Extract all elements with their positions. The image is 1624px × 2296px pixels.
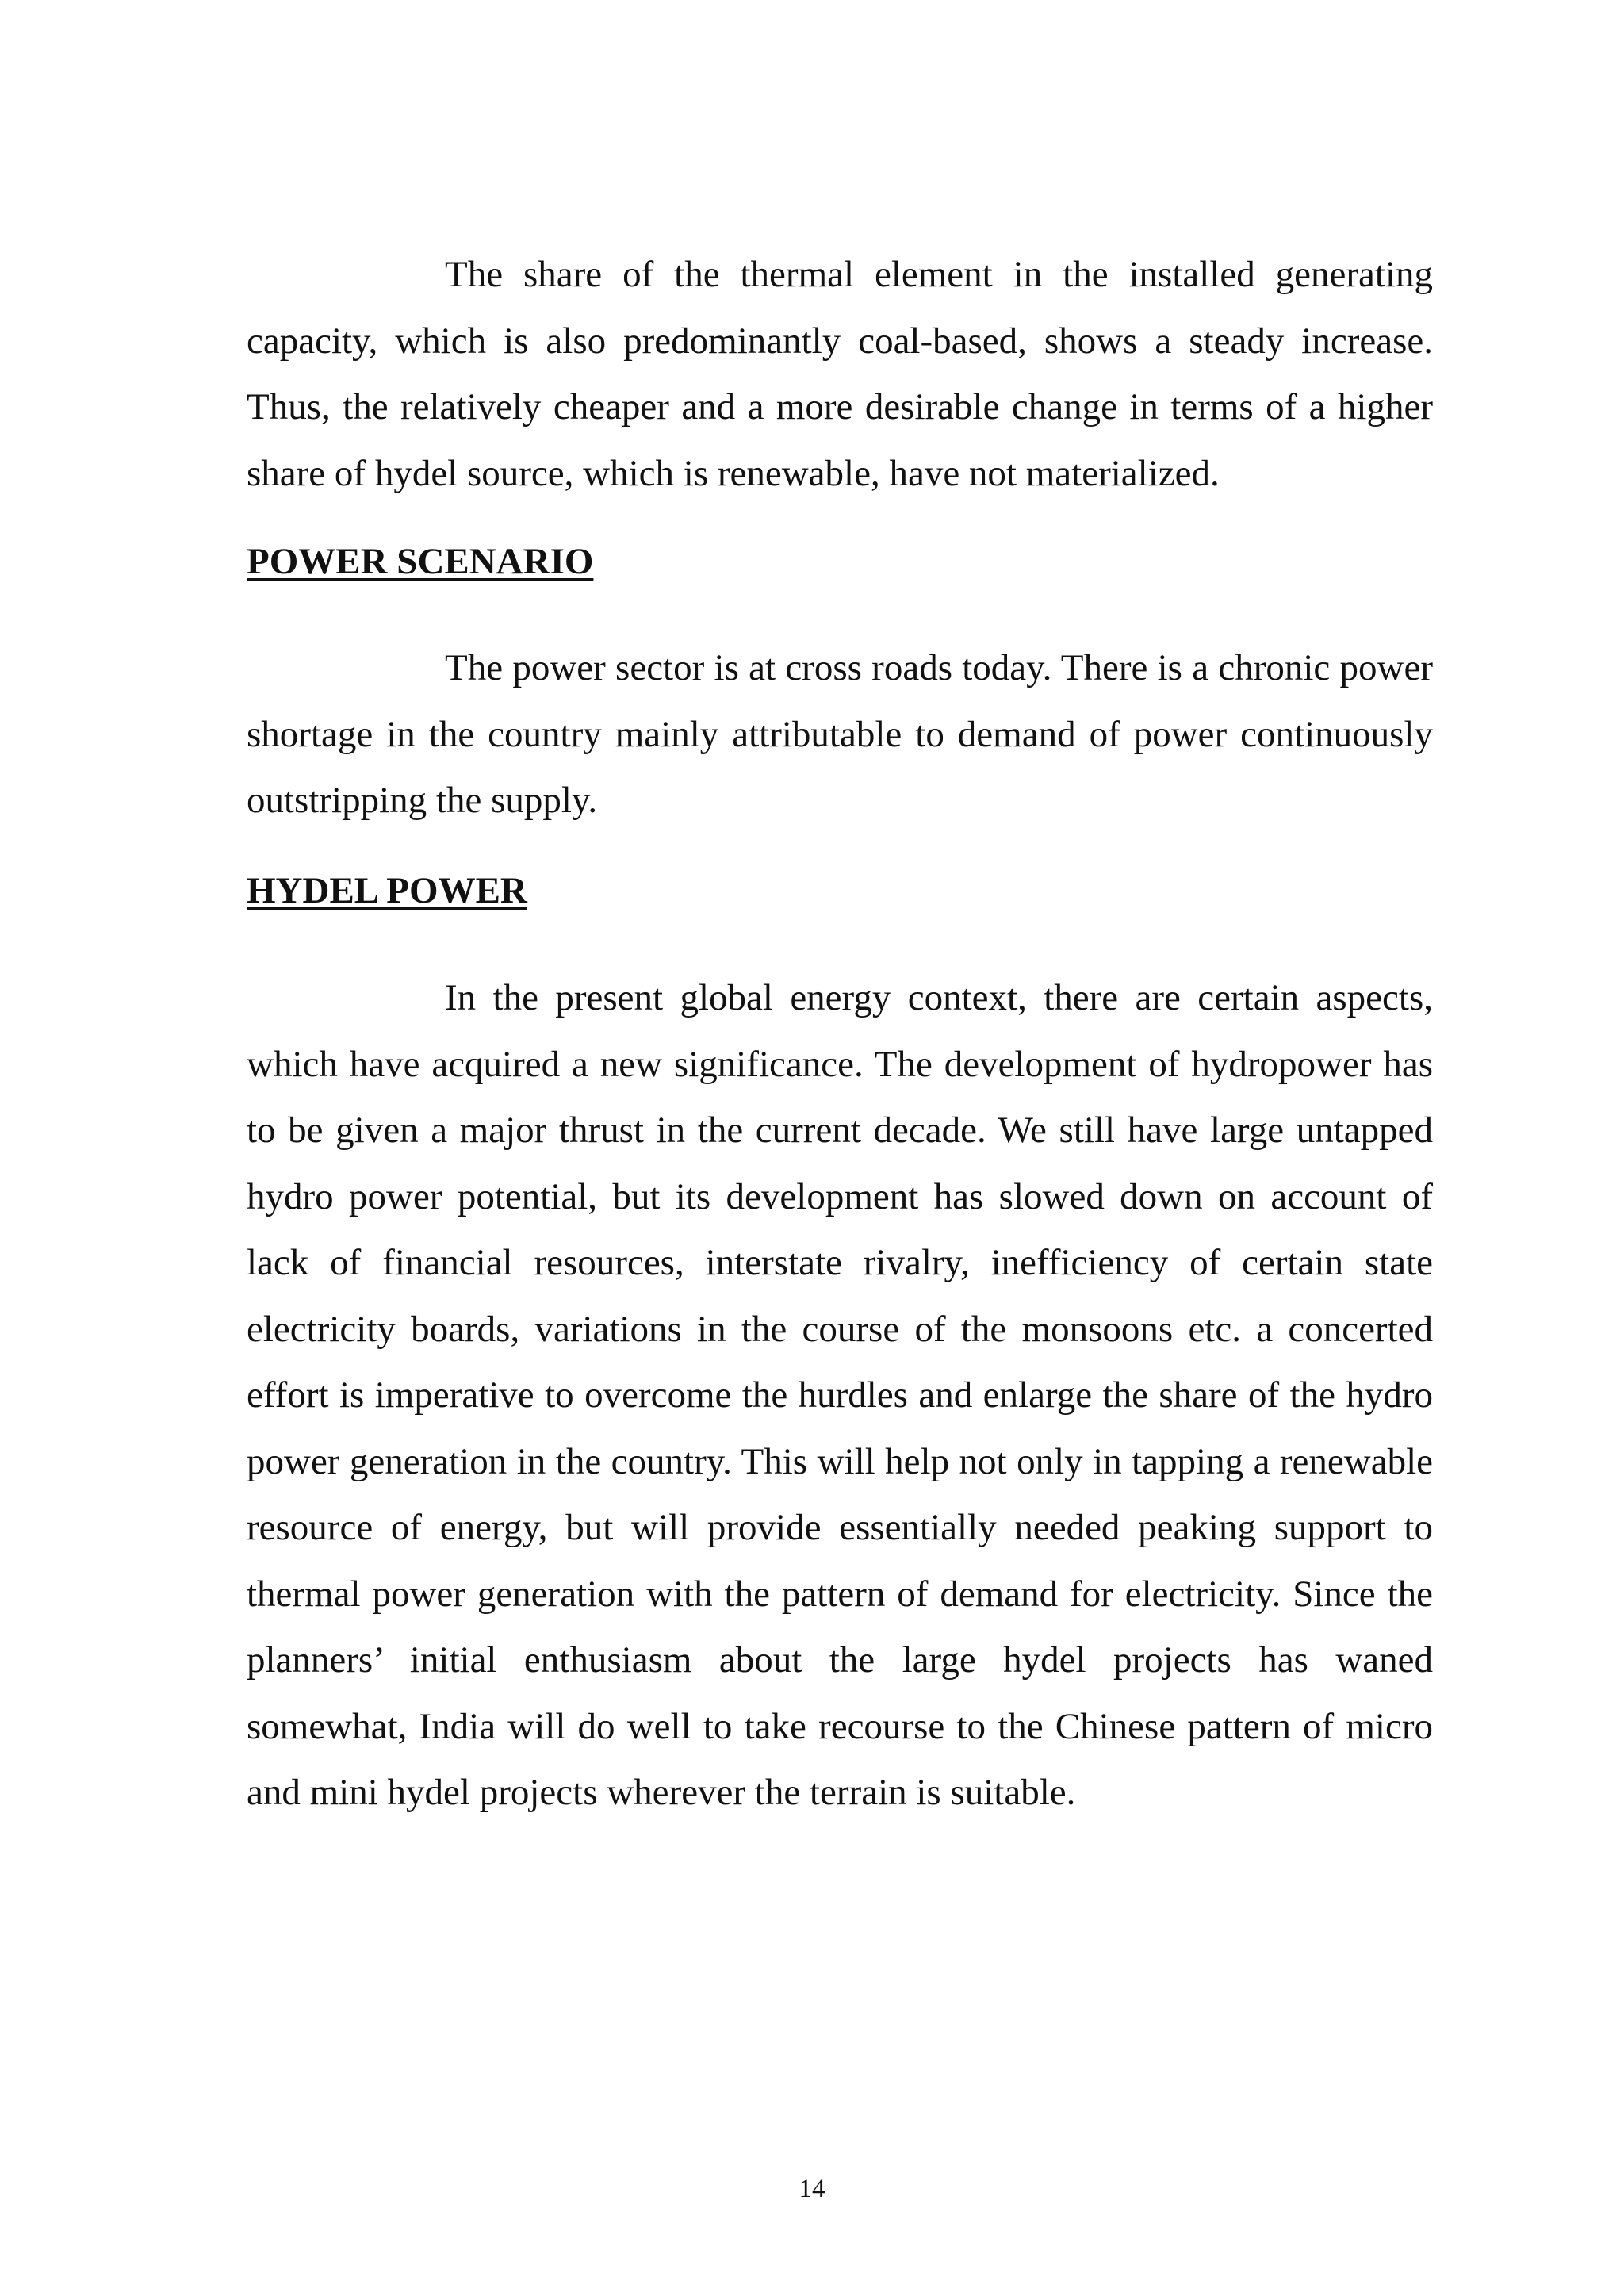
paragraph-power-scenario: The power sector is at cross roads today. There is a chronic power shortage in the country mainly attributable to demand of power continuously outstripping the supply. bbox=[247, 647, 1433, 821]
heading-hydel-power: HYDEL POWER bbox=[247, 870, 527, 911]
document-page bbox=[247, 242, 1433, 1813]
paragraph-thermal-share: The share of the thermal element in the installed generating capacity, which is also predominantly coal-based, shows a steady increase. Thus, the relatively cheaper and a more desirable change in terms of a higher share of hydel source, which is renewable, have not materialized. bbox=[247, 254, 1433, 494]
page-number: 14 bbox=[799, 2175, 825, 2203]
paragraph-hydel-power: In the present global energy context, there are certain aspects, which have acquired a new significance. The development of hydropower has to be given a major thrust in the current decade. We still have large untapped hydro power potential, but its development has slowed down on account of lack of financial resources, interstate rivalry, inefficiency of certain state electricity boards, variations in the course of the monsoons etc. a concerted effort is imperative to overcome the hurdles and enlarge the share of the hydro power generation in the country. This will help not only in tapping a renewable resource of energy, but will provide essentially needed peaking support to thermal power generation with the pattern of demand for electricity. Since the planners’ initial enthusiasm about the large hydel projects has waned somewhat, India will do well to take recourse to the Chinese pattern of micro and mini hydel projects wherever the terrain is suitable. bbox=[247, 977, 1433, 1813]
heading-power-scenario: POWER SCENARIO bbox=[247, 541, 594, 582]
